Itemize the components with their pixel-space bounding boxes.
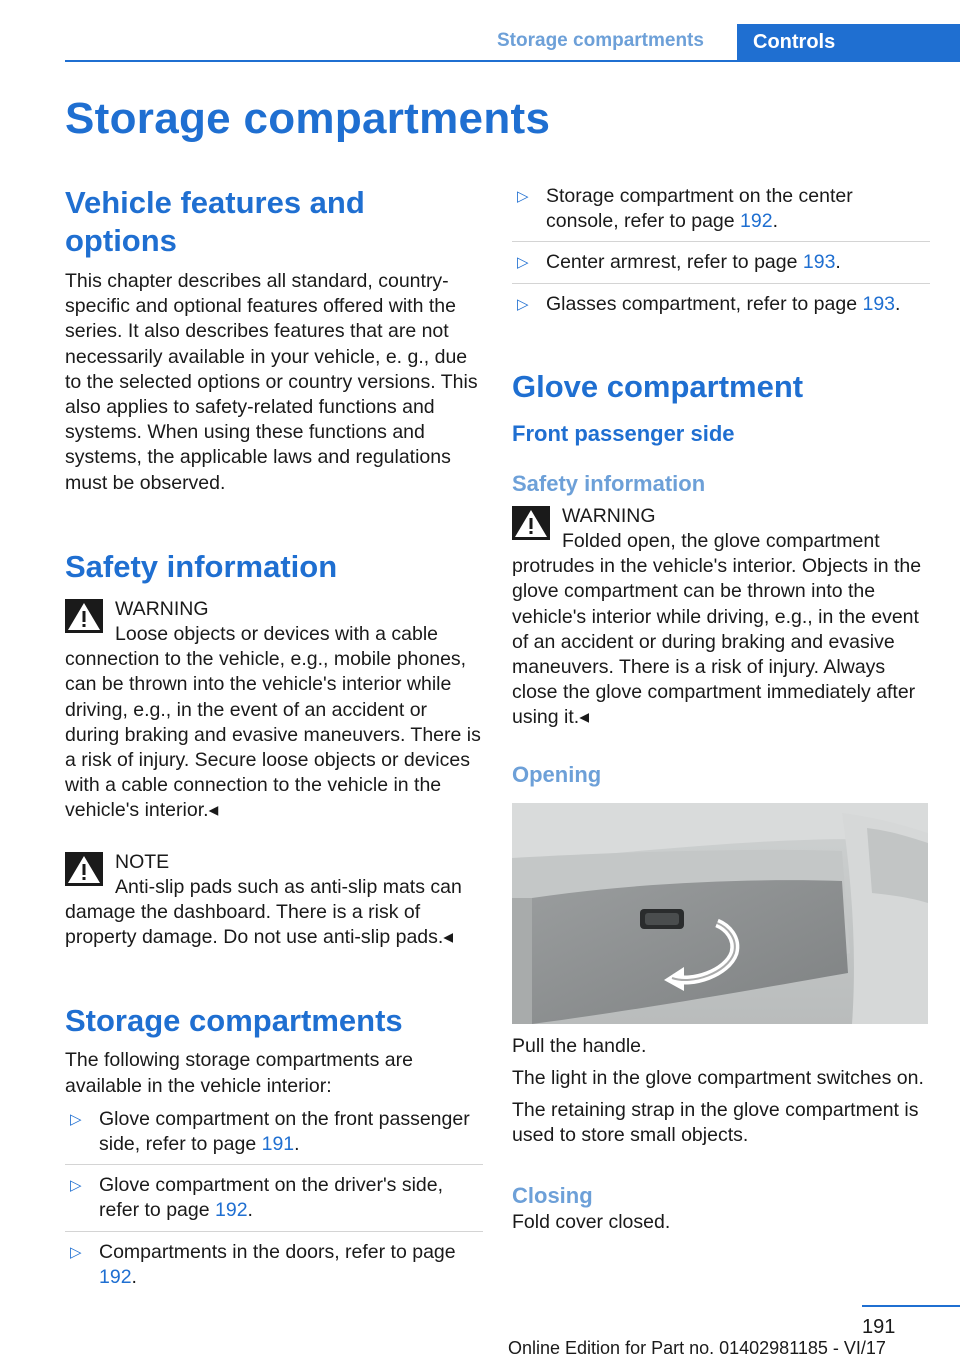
warning-triangle-icon bbox=[512, 506, 550, 540]
triangle-bullet-icon: ▷ bbox=[517, 295, 529, 313]
list-item: ▷ Storage compartment on the center console, refer to page 192. bbox=[512, 184, 930, 242]
opening-heading: Opening bbox=[512, 761, 602, 787]
note-text: Anti-slip pads such as anti-slip mats can damage the dashboard. There is a risk of property damage. Do not use anti-slip pads.◂ bbox=[65, 875, 462, 949]
triangle-bullet-icon: ▷ bbox=[70, 1110, 82, 1128]
page-title: Storage compartments bbox=[65, 94, 551, 143]
warning-triangle-icon bbox=[65, 599, 103, 633]
list-item: ▷ Glove compartment on the front passenger side, refer to page 191. bbox=[65, 1107, 483, 1165]
front-passenger-heading: Front passenger side bbox=[512, 420, 735, 446]
footer-edition: Online Edition for Part no. 01402981185 - VI/17 bbox=[508, 1338, 886, 1358]
footer-rule bbox=[862, 1305, 960, 1307]
glove-compartment-heading: Glove compartment bbox=[512, 368, 804, 404]
vehicle-features-text: This chapter describes all standard, country-specific and optional features offered with the series. It also describes features that are not necessarily available in your vehicle, e. g., due to the selected options or country versions. This also applies to safety-related functions and systems. When using these functions and systems, the applicable laws and regulations must be observed. bbox=[65, 270, 478, 494]
closing-text: Fold cover closed. bbox=[512, 1211, 671, 1234]
safety-heading-left: Safety information bbox=[65, 548, 338, 584]
header-section-title: Storage compartments bbox=[497, 30, 704, 51]
warning-box-left bbox=[65, 597, 483, 824]
list-item: ▷ Glasses compartment, refer to page 193. bbox=[512, 292, 930, 324]
triangle-bullet-icon: ▷ bbox=[517, 254, 529, 272]
triangle-bullet-icon: ▷ bbox=[70, 1177, 82, 1195]
page-link[interactable]: 192 bbox=[99, 1265, 132, 1288]
triangle-bullet-icon: ▷ bbox=[517, 188, 529, 205]
list-item: ▷ Compartments in the doors, refer to page 192. bbox=[70, 1240, 456, 1288]
warning-box-right bbox=[512, 504, 930, 731]
right-column bbox=[512, 184, 930, 1236]
storage-list-right bbox=[512, 184, 930, 324]
page-link[interactable]: 192 bbox=[740, 210, 773, 233]
warning-text-left: Loose objects or devices with a cable connection to the vehicle, e.g., mobile phones, can be thrown into the vehicle's interior while driving, e.g., in the event of an accident or during braking and evasive maneuvers. There is a risk of injury. Secure loose objects or devices with a cable connection to the vehicle in the vehicle's interior.◂ bbox=[65, 623, 481, 822]
storage-intro: The following storage compartments are available in the vehicle interior: bbox=[65, 1049, 413, 1097]
warning-text-right: Folded open, the glove compartment protrudes in the vehicle's interior. Objects in the glove compartment can be thrown into the vehicle's interior while driving, e.g., in the event of an accident or during braking and evasive maneuvers. There is a risk of injury. Always close the glove compartment immediately after using it.◂ bbox=[512, 530, 922, 729]
storage-list-left bbox=[65, 1107, 483, 1297]
page-link[interactable]: 193 bbox=[862, 292, 896, 315]
warning-title-right: WARNING bbox=[562, 504, 656, 527]
list-item: ▷ Center armrest, refer to page 193. bbox=[512, 250, 930, 283]
opening-step-1: Pull the handle. bbox=[512, 1034, 647, 1057]
triangle-bullet-icon: ▷ bbox=[70, 1243, 82, 1261]
opening-step-3: The retaining strap in the glove compartment is used to store small objects. bbox=[512, 1099, 919, 1147]
warning-triangle-icon bbox=[65, 852, 103, 886]
header-chapter-tab[interactable]: Controls bbox=[737, 24, 960, 62]
left-column bbox=[65, 184, 483, 1305]
note-title: NOTE bbox=[115, 850, 170, 873]
vehicle-features-heading: Vehicle features and options bbox=[65, 185, 365, 258]
page-number: 191 bbox=[862, 1316, 896, 1338]
page-link[interactable]: 192 bbox=[215, 1199, 248, 1222]
storage-heading: Storage compartments bbox=[65, 1003, 403, 1039]
glove-compartment-photo bbox=[512, 803, 928, 1024]
opening-step-2: The light in the glove compartment switches on. bbox=[512, 1066, 924, 1089]
page-link[interactable]: 193 bbox=[802, 251, 836, 274]
header-rule bbox=[65, 60, 960, 62]
page-link[interactable]: 191 bbox=[261, 1133, 295, 1156]
warning-title-left: WARNING bbox=[115, 597, 209, 620]
closing-heading: Closing bbox=[512, 1183, 593, 1209]
list-item: ▷ Glove compartment on the driver's side, refer to page 192. bbox=[65, 1173, 483, 1231]
note-box-left bbox=[65, 850, 483, 951]
safety-heading-right: Safety information bbox=[512, 470, 706, 496]
